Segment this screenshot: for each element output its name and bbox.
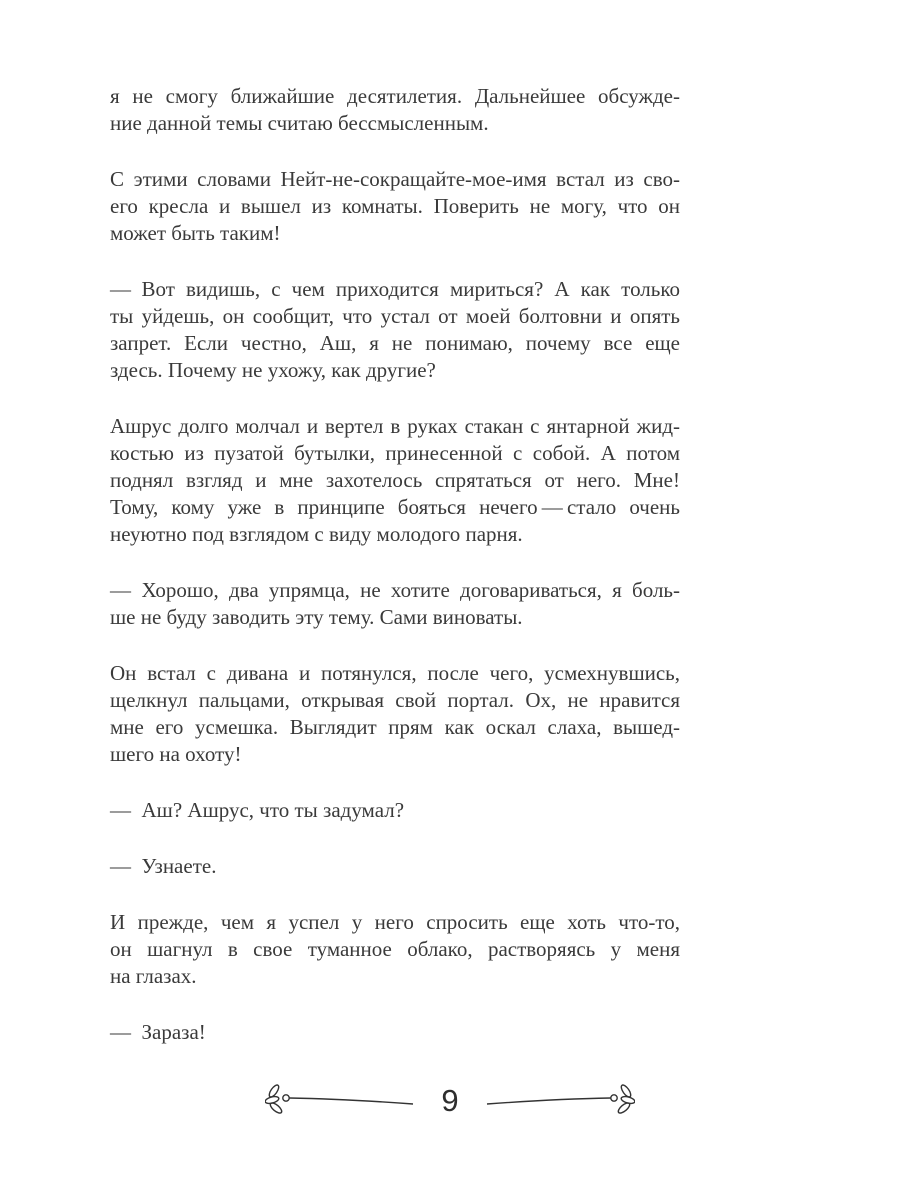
text-line: Тому, кому уже в принципе бояться нечего — стало очень	[110, 495, 680, 519]
text-line: — Вот видишь, с чем приходится мириться? А как только	[110, 277, 680, 301]
paragraph	[110, 577, 680, 631]
text-line: на глазах.	[110, 964, 197, 988]
paragraph	[110, 1019, 680, 1046]
text-line: шего на охоту!	[110, 742, 242, 766]
text-line: щелкнул пальцами, открывая свой портал. Ох, не нравится	[110, 688, 680, 712]
text-line: Он встал с дивана и потянулся, после чего, усмехнувшись,	[110, 661, 680, 685]
text-line: С этими словами Нейт-не-сокращайте-мое-имя встал из сво-	[110, 167, 680, 191]
text-line: — Аш? Ашрус, что ты задумал?	[110, 798, 405, 822]
text-line: ние данной темы считаю бессмысленным.	[110, 111, 489, 135]
text-line: мне его усмешка. Выглядит прям как оскал слаха, вышед-	[110, 715, 680, 739]
flourish-right-icon	[485, 1083, 635, 1119]
flourish-left-icon	[265, 1083, 415, 1119]
text-line: — Узнаете.	[110, 854, 217, 878]
text-line: я не смогу ближайшие десятилетия. Дальнейшее обсужде-	[110, 84, 680, 108]
text-line: запрет. Если честно, Аш, я не понимаю, почему все еще	[110, 331, 680, 355]
text-line: здесь. Почему не ухожу, как другие?	[110, 358, 436, 382]
page-footer	[0, 1080, 900, 1122]
paragraph	[110, 660, 680, 768]
paragraph	[110, 276, 680, 384]
paragraph	[110, 853, 680, 880]
paragraph	[110, 797, 680, 824]
text-line: И прежде, чем я успел у него спросить еще хоть что-то,	[110, 910, 680, 934]
text-line: может быть таким!	[110, 221, 281, 245]
text-line: он шагнул в свое туманное облако, растворяясь у меня	[110, 937, 680, 961]
text-line: Ашрус долго молчал и вертел в руках стакан с янтарной жид-	[110, 414, 680, 438]
text-line: — Хорошо, два упрямца, не хотите договариваться, я боль-	[110, 578, 680, 602]
text-line: ты уйдешь, он сообщит, что устал от моей болтовни и опять	[110, 304, 680, 328]
page-text	[110, 83, 680, 1075]
paragraph	[110, 166, 680, 247]
paragraph	[110, 413, 680, 548]
text-line: — Зараза!	[110, 1020, 206, 1044]
page-number: 9	[441, 1083, 459, 1118]
text-line: ше не буду заводить эту тему. Сами виноваты.	[110, 605, 523, 629]
text-line: неуютно под взглядом с виду молодого парня.	[110, 522, 523, 546]
text-line: его кресла и вышел из комнаты. Поверить не могу, что он	[110, 194, 680, 218]
paragraph	[110, 909, 680, 990]
paragraph	[110, 83, 680, 137]
text-line: костью из пузатой бутылки, принесенной с собой. А потом	[110, 441, 680, 465]
text-line: поднял взгляд и мне захотелось спрятаться от него. Мне!	[110, 468, 680, 492]
